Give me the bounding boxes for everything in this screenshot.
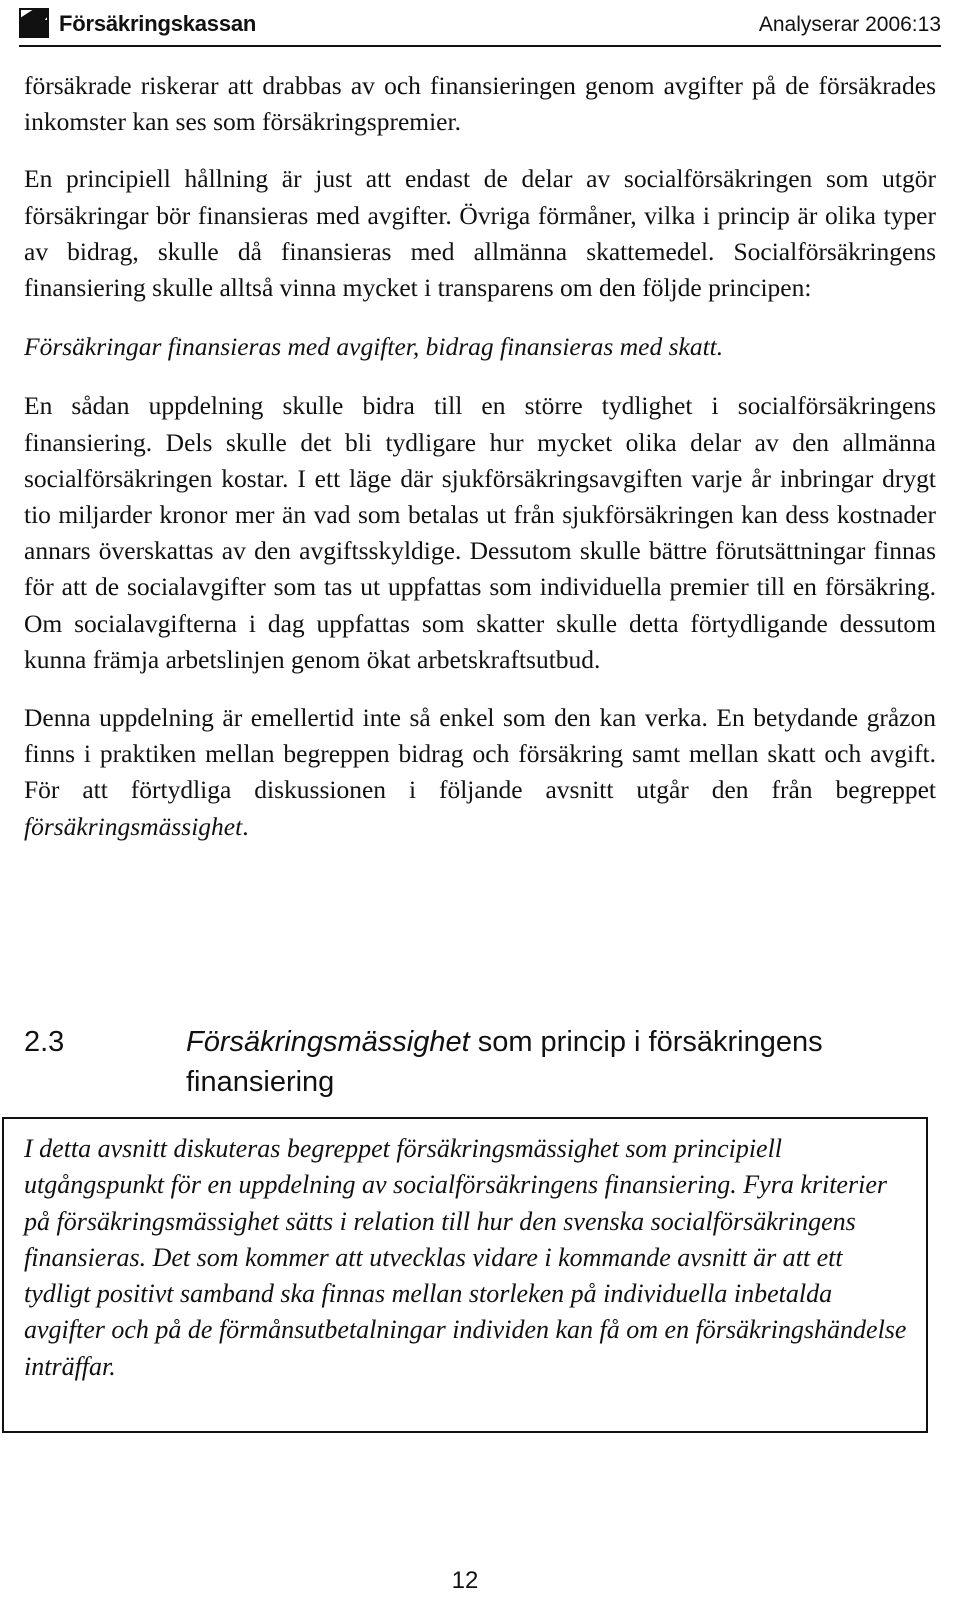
page-number: 12 xyxy=(451,1567,479,1594)
paragraph: En principiell hållning är just att endast de delar av socialförsäkringen som utgör försäkringar bör finansieras med avgifter. Övriga förmåner, vilka i princip är olika typer av bidrag, skulle då finansieras med allmänna skattemedel. Socialförsäkringens finansiering skulle alltså vinna mycket i transparens om den följde principen: xyxy=(24,164,936,303)
header-divider xyxy=(19,45,941,47)
paragraph-end: . xyxy=(242,811,249,841)
report-id: Analyserar 2006:13 xyxy=(758,13,941,36)
principle-statement: Försäkringar finansieras med avgifter, bidrag finansieras med skatt. xyxy=(24,332,724,362)
forsakringskassan-logo-icon xyxy=(19,8,49,38)
paragraph: försäkrade riskerar att drabbas av och finansieringen genom avgifter på de försäkrades inkomster kan ses som försäkringspremier. xyxy=(24,71,936,137)
emphasized-term: försäkringsmässighet xyxy=(24,811,243,841)
page-header xyxy=(19,6,941,44)
section-title xyxy=(186,1022,926,1102)
paragraph xyxy=(24,700,936,845)
summary-box xyxy=(2,1117,928,1433)
paragraph: En sådan uppdelning skulle bidra till en större tydlighet i socialförsäkringens finansiering. Dels skulle det bli tydligare hur mycket olika delar av den allmänna socialförsäkringen kostar. I ett läge där sjukförsäkringsavgiften varje år inbringar drygt tio miljarder kronor mer än vad som betalas ut från sjukförsäkringen kan dess kostnader annars överskattas av den avgiftsskyldige. Dessutom skulle bättre förutsättningar finnas för att de socialavgifter som tas ut uppfattas som individuella premier till en försäkring. Om socialavgifterna i dag uppfattas som skatter skulle detta förtydligande dessutom kunna främja arbetslinjen genom ökat arbetskraftsutbud. xyxy=(24,391,936,674)
body-text xyxy=(24,68,936,845)
section-title-italic: Försäkringsmässighet xyxy=(186,1026,470,1058)
logo-text: Försäkringskassan xyxy=(59,11,257,36)
section-number: 2.3 xyxy=(24,1026,65,1058)
paragraph-text: Denna uppdelning är emellertid inte så enkel som den kan verka. En betydande gråzon finns i praktiken mellan begreppen bidrag och försäkring samt mellan skatt och avgift. För att förtydliga diskussionen i följande avsnitt utgår den från begreppet xyxy=(24,703,936,805)
section-title-rest: som princip i försäkringens finansiering xyxy=(186,1026,823,1098)
summary-text: I detta avsnitt diskuteras begreppet försäkringsmässighet som principiell utgångspunkt för en uppdelning av socialförsäkringens finansiering. Fyra kriterier på försäkringsmässighet sätts i relation till hur den svenska socialförsäkringens finansieras. Det som kommer att utvecklas vidare i kommande avsnitt är att ett tydligt positivt samband ska finnas mellan storleken på individuella inbetalda avgifter och på de förmånsutbetalningar individen kan få om en försäkringshändelse inträffar. xyxy=(24,1134,907,1381)
